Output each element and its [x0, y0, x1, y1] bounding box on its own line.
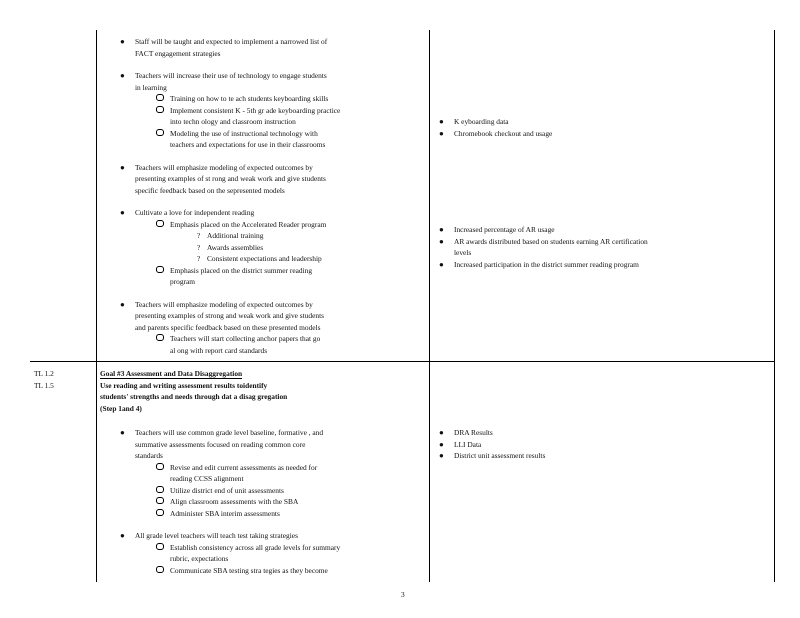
evidence-item [439, 450, 769, 462]
row1-left-cell [120, 36, 427, 356]
item-line: FACT engagement strategies [135, 48, 221, 58]
sub-item [170, 105, 427, 128]
bullet-icon: ● [439, 439, 444, 449]
sub-item [170, 128, 427, 151]
table-border-left [96, 30, 97, 582]
strategy-item-technology [120, 70, 427, 151]
sub-sub-item [197, 230, 427, 242]
evidence-line: levels [454, 248, 472, 257]
standard-code: TL 1.2 [34, 369, 54, 378]
sub-item-line: reading CCSS alignment [170, 474, 244, 483]
sub-item-line: Modeling the use of instructional technology with [170, 128, 318, 138]
sub-sub-item [197, 253, 427, 265]
sub-list [170, 219, 427, 288]
bullet-icon: ● [439, 117, 444, 126]
evidence-item [439, 427, 769, 439]
table-border-right [774, 30, 775, 582]
evidence-line: LLI Data [454, 439, 482, 449]
row2-right-cell [439, 427, 769, 462]
sub-item-line: rubric, expectations [170, 554, 229, 563]
sub-item-line: into techn ology and classroom instruction [170, 117, 296, 126]
evidence-line: Increased percentage of AR usage [454, 225, 555, 234]
evidence-item [439, 116, 769, 128]
bullet-icon: ● [120, 531, 125, 540]
sub-item-line: teachers and expectations for use in their classrooms [170, 140, 326, 149]
question-bullet-icon: ? [197, 242, 201, 252]
item-line: Teachers will use common grade level baseline, formative , and [135, 428, 324, 437]
evidence-line: DRA Results [454, 428, 493, 437]
bullet-icon: ● [439, 236, 444, 246]
circle-bullet-icon [156, 129, 164, 136]
evidence-line: Chromebook checkout and usage [454, 128, 553, 138]
sub-sub-item [197, 242, 427, 254]
goal-line: (Step 1and 4) [100, 403, 142, 413]
sub-sub-list [197, 230, 427, 265]
sub-sub-line: Additional training [207, 231, 264, 240]
sub-item-line: Teachers will start collecting anchor papers that go [170, 334, 321, 343]
sub-sub-line: Awards assemblies [207, 242, 264, 252]
evidence-item [439, 439, 769, 451]
sub-list [170, 93, 427, 151]
item-line: in learning [135, 82, 167, 92]
sub-list [170, 462, 427, 520]
evidence-item [439, 128, 769, 140]
sub-sub-line: Consistent expectations and leadership [207, 254, 322, 263]
question-bullet-icon: ? [197, 254, 201, 263]
sub-item [170, 219, 427, 265]
sub-item [170, 508, 427, 520]
sub-item-line: Emphasis placed on the district summer reading [170, 265, 313, 275]
goal-header [100, 368, 426, 414]
question-bullet-icon: ? [197, 231, 201, 240]
item-line: Staff will be taught and expected to implement a narrowed list of [135, 37, 328, 46]
bullet-icon: ● [120, 208, 125, 217]
item-line: All grade level teachers will teach test taking strategies [135, 531, 298, 540]
strategy-item-staff-fact [120, 36, 427, 59]
bullet-icon: ● [439, 259, 444, 269]
circle-bullet-icon [156, 266, 164, 273]
circle-bullet-icon [156, 509, 164, 516]
sub-item [170, 565, 427, 577]
standard-codes [34, 368, 54, 391]
goal-line: students' strengths and needs through dat a disag gregation [100, 392, 288, 401]
evidence-line: Increased participation in the district summer reading program [454, 259, 639, 269]
goal-line: Use reading and writing assessment results toidentify [100, 380, 268, 390]
strategy-item-test-taking [120, 530, 427, 576]
sub-item-line: Communicate SBA testing stra tegies as they become [170, 565, 328, 575]
circle-bullet-icon [156, 334, 164, 341]
bullet-icon: ● [120, 37, 125, 46]
item-line: Teachers will emphasize modeling of expected outcomes by [135, 162, 313, 172]
sub-item [170, 462, 427, 485]
strategy-item-reading [120, 207, 427, 288]
sub-item-line: program [170, 277, 196, 286]
evidence-item [439, 236, 769, 259]
evidence-line: District unit assessment results [454, 451, 546, 460]
sub-item [170, 93, 427, 105]
sub-item [170, 496, 427, 508]
sub-item-line: Align classroom assessments with the SBA [170, 497, 299, 506]
sub-item [170, 333, 427, 356]
sub-item [170, 542, 427, 565]
page-number: 3 [401, 590, 405, 599]
item-line: presenting examples of st rong and weak work and give students [135, 174, 326, 183]
evidence-line: AR awards distributed based on students earning AR certification [454, 236, 648, 246]
item-line: Teachers will emphasize modeling of expected outcomes by [135, 299, 313, 309]
goal-title: Goal #3 Assessment and Data Disaggregation [100, 369, 243, 378]
sub-item-line: Establish consistency across all grade levels for summary [170, 542, 341, 552]
sub-item-line: Implement consistent K - 5th gr ade keyboarding practice [170, 105, 341, 115]
sub-item [170, 265, 427, 288]
row2-left-cell [120, 427, 427, 576]
circle-bullet-icon [156, 486, 164, 493]
column-divider [429, 30, 430, 582]
evidence-group-reading [439, 224, 769, 270]
circle-bullet-icon [156, 106, 164, 113]
item-line: summative assessments focused on reading common core [135, 439, 306, 449]
evidence-line: K eyboarding data [454, 117, 509, 126]
sub-item-line: Training on how to te ach students keyboarding skills [170, 94, 329, 103]
circle-bullet-icon [156, 463, 164, 470]
sub-item-line: Administer SBA interim assessments [170, 508, 280, 518]
sub-item [170, 485, 427, 497]
bullet-icon: ● [439, 428, 444, 437]
row-divider [30, 361, 775, 362]
bullet-icon: ● [120, 299, 125, 309]
circle-bullet-icon [156, 94, 164, 101]
sub-list [170, 542, 427, 577]
bullet-icon: ● [120, 428, 125, 437]
item-line: presenting examples of strong and weak work and give students [135, 311, 325, 320]
strategy-item-parents [120, 299, 427, 357]
circle-bullet-icon [156, 543, 164, 550]
evidence-group-technology [439, 116, 769, 139]
bullet-icon: ● [120, 162, 125, 172]
item-line: specific feedback based on the sepresented models [135, 185, 285, 195]
sub-item-line: al ong with report card standards [170, 345, 268, 355]
sub-list [170, 333, 427, 356]
item-line: Teachers will increase their use of technology to engage students [135, 71, 327, 80]
circle-bullet-icon [156, 497, 164, 504]
item-line: and parents specific feedback based on these presented models [135, 322, 321, 332]
bullet-icon: ● [439, 225, 444, 234]
item-line: Cultivate a love for independent reading [135, 208, 255, 217]
standard-code: TL 1.5 [34, 380, 54, 390]
bullet-icon: ● [439, 451, 444, 460]
evidence-item [439, 259, 769, 271]
bullet-icon: ● [120, 71, 125, 80]
circle-bullet-icon [156, 220, 164, 227]
strategy-item-modeling [120, 162, 427, 197]
circle-bullet-icon [156, 566, 164, 573]
bullet-icon: ● [439, 128, 444, 138]
evidence-item [439, 224, 769, 236]
item-line: standards [135, 451, 163, 460]
sub-item-line: Utilize district end of unit assessments [170, 485, 284, 495]
strategy-item-common-assessments [120, 427, 427, 519]
sub-item-line: Emphasis placed on the Accelerated Reader program [170, 219, 327, 229]
sub-item-line: Revise and edit current assessments as needed for [170, 462, 318, 472]
